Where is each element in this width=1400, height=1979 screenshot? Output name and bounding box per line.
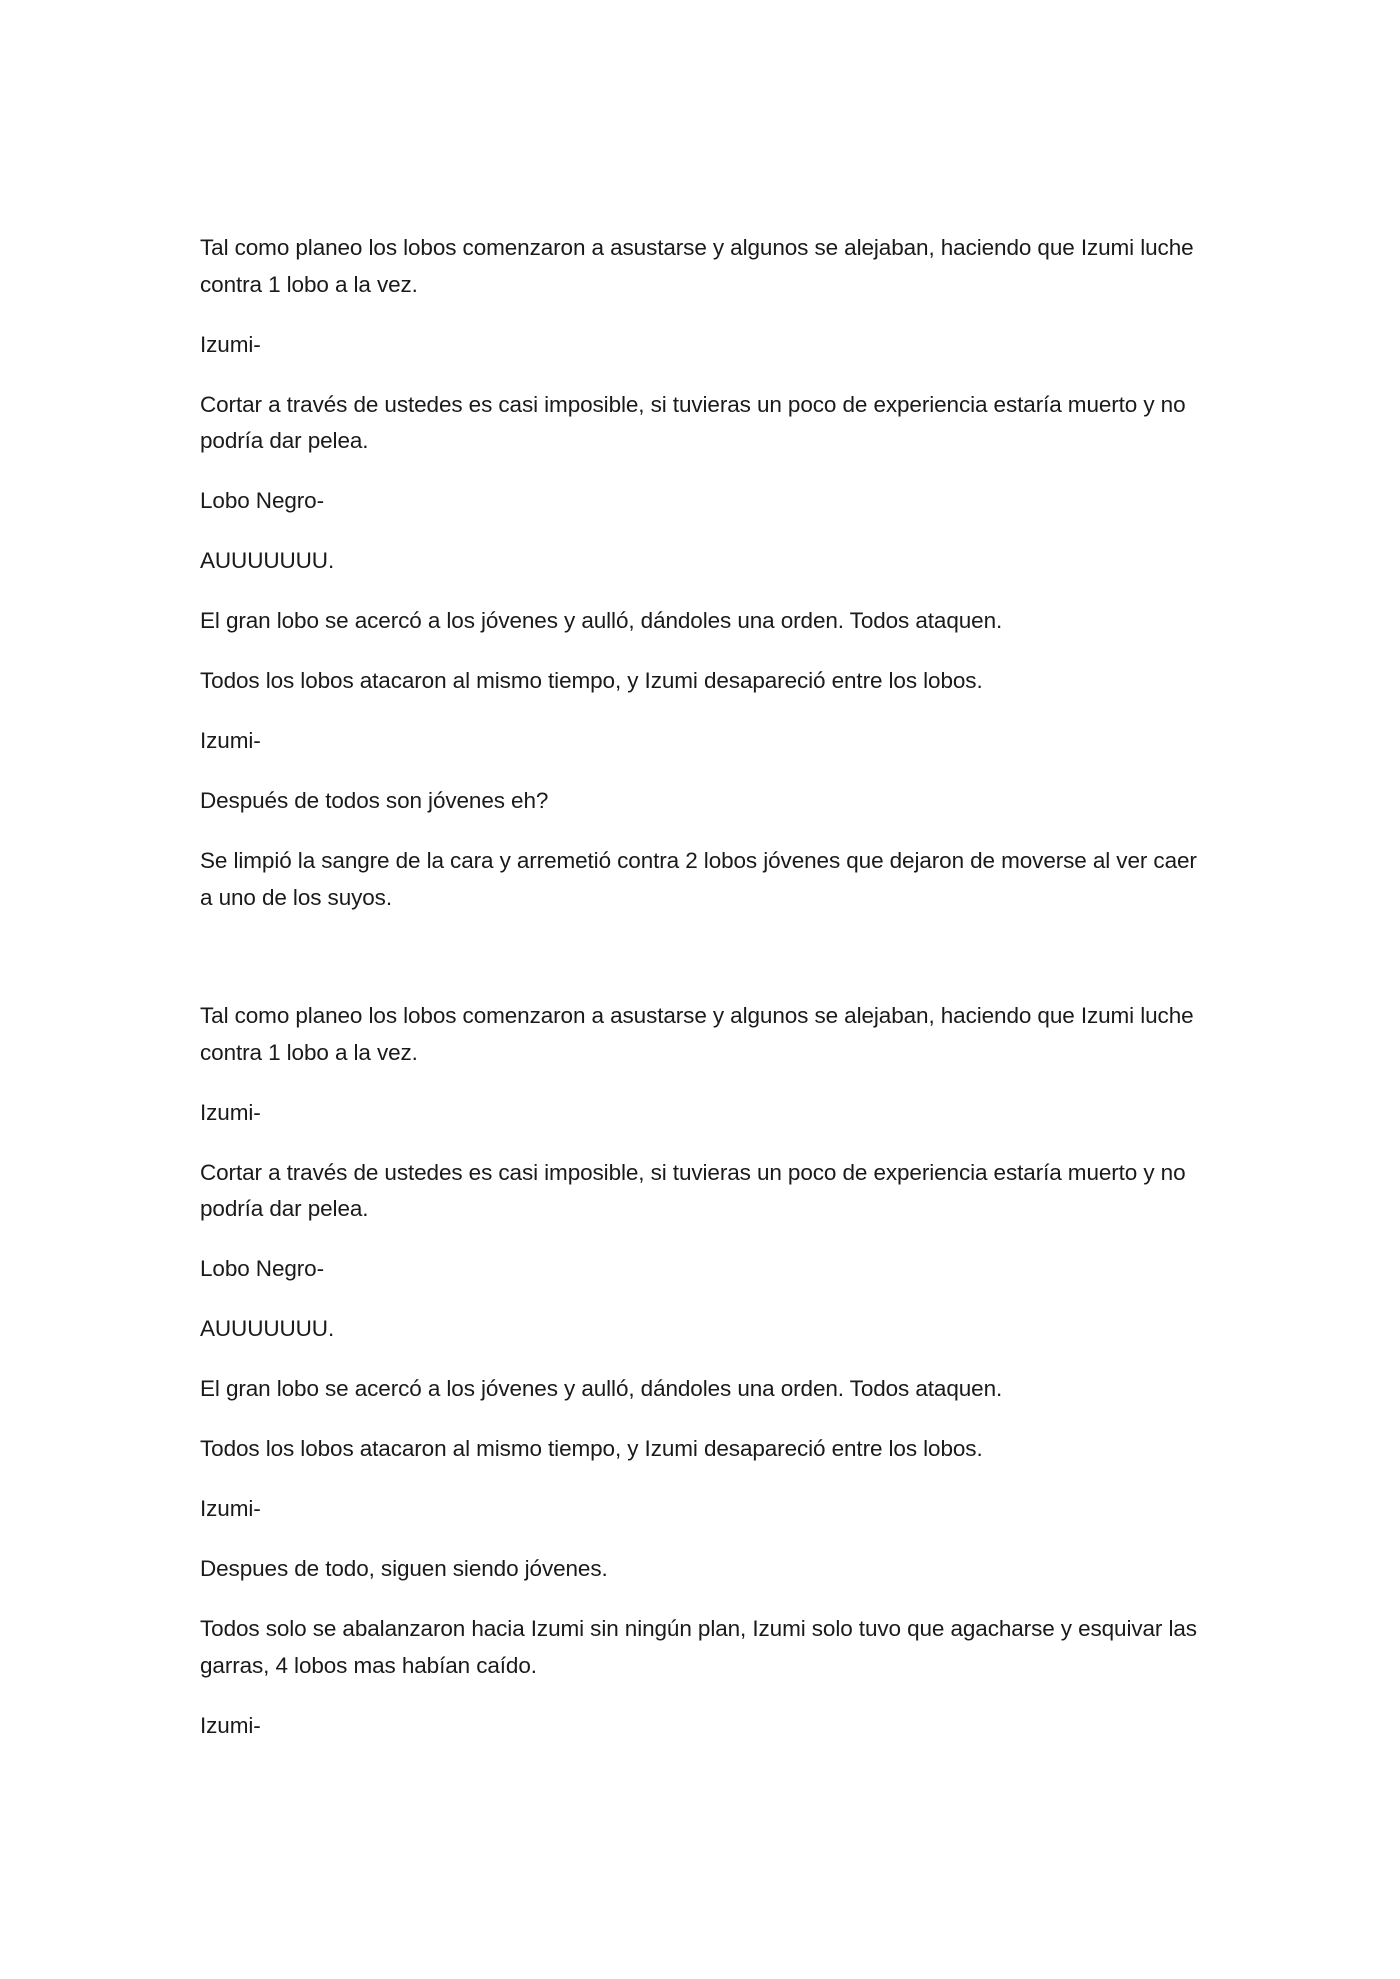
text-section-2 xyxy=(200,998,1200,1768)
paragraph: Todos los lobos atacaron al mismo tiempo, y Izumi desapareció entre los lobos. xyxy=(200,1436,983,1461)
paragraph: AUUUUUUU. xyxy=(200,548,335,573)
speaker-label: Izumi- xyxy=(200,1099,261,1125)
paragraph: Tal como planeo los lobos comenzaron a asustarse y algunos se alejaban, haciendo que Izumi luche contra 1 lobo a la vez. xyxy=(200,1003,1194,1065)
speaker-label: Lobo Negro- xyxy=(200,488,324,513)
speaker-label: Izumi- xyxy=(200,1496,261,1521)
paragraph: Cortar a través de ustedes es casi imposible, si tuvieras un poco de experiencia estaría muerto y no podría dar pelea. xyxy=(200,391,1186,453)
paragraph: El gran lobo se acercó a los jóvenes y aulló, dándoles una orden. Todos ataquen. xyxy=(200,608,1003,633)
speaker-label: Izumi- xyxy=(200,331,261,357)
speaker-label: Izumi- xyxy=(200,728,261,753)
speaker-label: Izumi- xyxy=(200,1712,261,1738)
paragraph: Despues de todo, siguen siendo jóvenes. xyxy=(200,1556,608,1581)
paragraph: Tal como planeo los lobos comenzaron a asustarse y algunos se alejaban, haciendo que Izumi luche contra 1 lobo a la vez. xyxy=(200,235,1194,297)
speaker-label: Lobo Negro- xyxy=(200,1256,324,1281)
paragraph: Se limpió la sangre de la cara y arremetió contra 2 lobos jóvenes que dejaron de moverse al ver caer a uno de los suyos. xyxy=(200,848,1197,910)
text-section-1 xyxy=(200,230,1200,940)
paragraph: Cortar a través de ustedes es casi imposible, si tuvieras un poco de experiencia estaría muerto y no podría dar pelea. xyxy=(200,1159,1186,1221)
paragraph: Todos solo se abalanzaron hacia Izumi sin ningún plan, Izumi solo tuvo que agacharse y esquivar las garras, 4 lobos mas habían caído. xyxy=(200,1616,1197,1678)
paragraph: AUUUUUUU. xyxy=(200,1316,335,1341)
paragraph: Todos los lobos atacaron al mismo tiempo, y Izumi desapareció entre los lobos. xyxy=(200,668,983,693)
paragraph: El gran lobo se acercó a los jóvenes y aulló, dándoles una orden. Todos ataquen. xyxy=(200,1376,1003,1401)
paragraph: Después de todos son jóvenes eh? xyxy=(200,788,549,813)
